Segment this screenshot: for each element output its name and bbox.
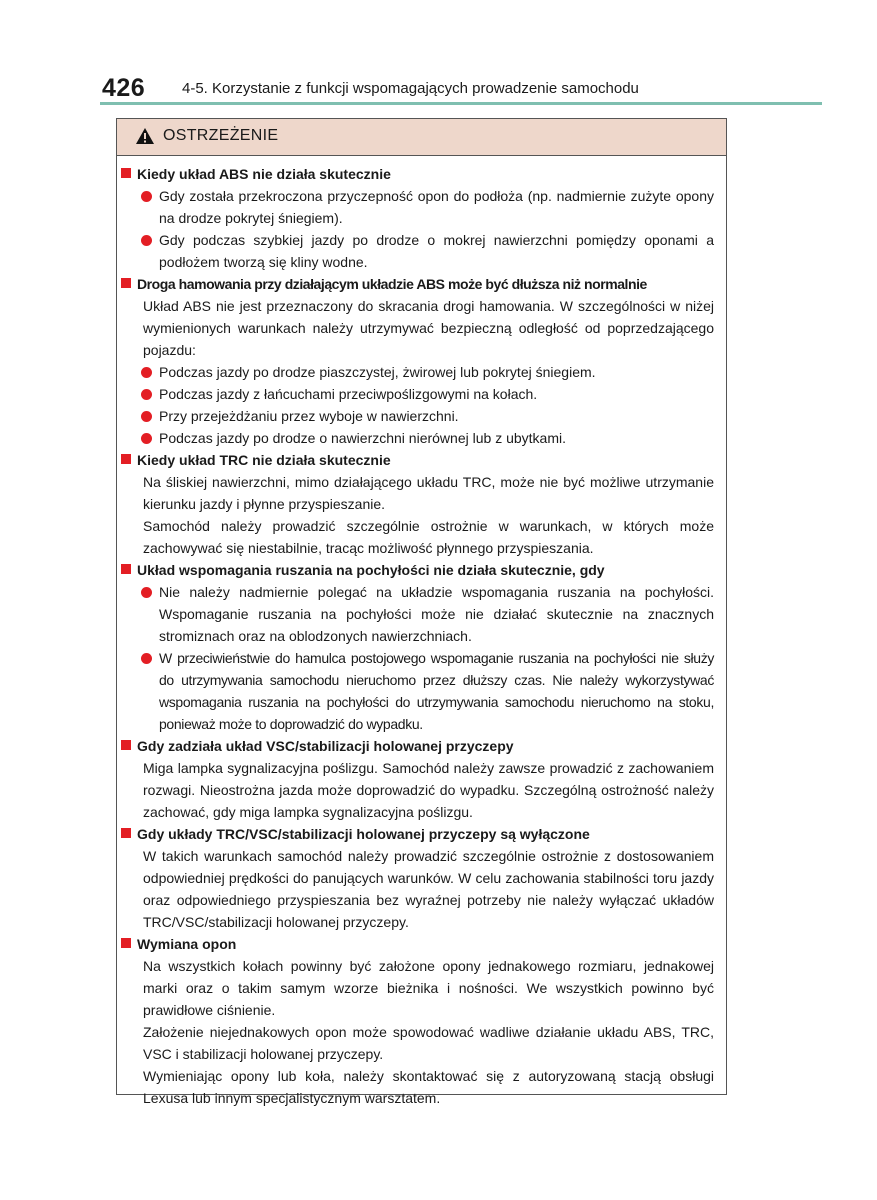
paragraph: Układ ABS nie jest przeznaczony do skracania drogi hamowania. W szczególności w niżej wymienionych warunkach należy utrzymywać bezpieczną odległość od poprzedzającego pojazdu: bbox=[143, 298, 714, 358]
red-square-bullet-icon bbox=[121, 938, 131, 948]
bullet-item: Gdy została przekroczona przyczepność opon do podłoża (np. nadmiernie zużyte opony na drodze pokrytej śniegiem). bbox=[117, 185, 728, 229]
red-dot-bullet-icon bbox=[141, 411, 152, 422]
header-divider bbox=[100, 102, 822, 105]
paragraph: W takich warunkach samochód należy prowadzić szczególnie ostrożnie z dostosowaniem odpowiedniej prędkości do panujących warunków. W celu zachowania stabilności toru jazdy oraz odpowiedniego przyspieszania bez wyraźnej potrzeby nie należy wyłączać układów TRC/VSC/stabilizacji holowanej przyczepy. bbox=[143, 848, 714, 930]
red-square-bullet-icon bbox=[121, 740, 131, 750]
paragraph: Na śliskiej nawierzchni, mimo działającego układu TRC, może nie być możliwe utrzymanie kierunku jazdy i płynne przyspieszanie. bbox=[143, 474, 714, 512]
red-dot-bullet-icon bbox=[141, 389, 152, 400]
red-dot-bullet-icon bbox=[141, 587, 152, 598]
warning-box bbox=[116, 118, 727, 1106]
section-title: Gdy układy TRC/VSC/stabilizacji holowanej przyczepy są wyłączone bbox=[117, 823, 728, 845]
red-square-bullet-icon bbox=[121, 278, 131, 288]
bullet-item: W przeciwieństwie do hamulca postojowego wspomaganie ruszania na pochyłości nie służy do utrzymywania samochodu nieruchomo przez dłuższy czas. Nie należy wykorzystywać wspomagania ruszania na pochyłości do utrzymywania samochodu nieruchomo na stoku, ponieważ może to doprowadzić do wypadku. bbox=[117, 647, 728, 735]
bullet-item: Podczas jazdy po drodze piaszczystej, żwirowej lub pokrytej śniegiem. bbox=[117, 361, 728, 383]
red-square-bullet-icon bbox=[121, 168, 131, 178]
warning-title: OSTRZEŻENIE bbox=[163, 127, 279, 144]
warning-content bbox=[117, 163, 728, 1109]
paragraph: Wymieniając opony lub koła, należy skontaktować się z autoryzowaną stacją obsługi Lexusa lub innym specjalistycznym warsztatem. bbox=[143, 1068, 714, 1106]
warning-triangle-icon bbox=[135, 127, 155, 145]
paragraph: Miga lampka sygnalizacyjna poślizgu. Samochód należy zawsze prowadzić z zachowaniem rozwagi. Nieostrożna jazda może doprowadzić do wypadku. Szczególną ostrożność należy zachować, gdy miga lampka sygnalizacyjna poślizgu. bbox=[143, 760, 714, 820]
section-title: Kiedy układ TRC nie działa skutecznie bbox=[117, 449, 728, 471]
bullet-item: Przy przejeżdżaniu przez wyboje w nawierzchni. bbox=[117, 405, 728, 427]
warning-header bbox=[117, 119, 726, 156]
paragraph: Samochód należy prowadzić szczególnie ostrożnie w warunkach, w których może zachowywać się niestabilnie, tracąc możliwość płynnego przyspieszania. bbox=[143, 518, 714, 556]
red-dot-bullet-icon bbox=[141, 367, 152, 378]
red-dot-bullet-icon bbox=[141, 191, 152, 202]
section-title: Gdy zadziała układ VSC/stabilizacji holowanej przyczepy bbox=[117, 735, 728, 757]
bullet-item: Nie należy nadmiernie polegać na układzie wspomagania ruszania na pochyłości. Wspomaganie ruszania na pochyłości może nie działać skutecznie na znacznych stromiznach oraz na oblodzonych nawierzchniach. bbox=[117, 581, 728, 647]
red-square-bullet-icon bbox=[121, 454, 131, 464]
bullet-item: Podczas jazdy po drodze o nawierzchni nierównej lub z ubytkami. bbox=[117, 427, 728, 449]
red-dot-bullet-icon bbox=[141, 433, 152, 444]
paragraph: Na wszystkich kołach powinny być założone opony jednakowego rozmiaru, jednakowej marki oraz o takim samym wzorze bieżnika i nośności. We wszystkich powinno być prawidłowe ciśnienie. bbox=[143, 958, 714, 1018]
paragraph: Założenie niejednakowych opon może spowodować wadliwe działanie układu ABS, TRC, VSC i stabilizacji holowanej przyczepy. bbox=[143, 1024, 714, 1062]
section-title: Droga hamowania przy działającym układzie ABS może być dłuższa niż normalnie bbox=[117, 273, 728, 295]
page-number: 426 bbox=[102, 74, 146, 102]
section-title: Wymiana opon bbox=[117, 933, 728, 955]
bullet-item: Podczas jazdy z łańcuchami przeciwpoślizgowymi na kołach. bbox=[117, 383, 728, 405]
section-title: Kiedy układ ABS nie działa skutecznie bbox=[117, 163, 728, 185]
red-dot-bullet-icon bbox=[141, 653, 152, 664]
red-dot-bullet-icon bbox=[141, 235, 152, 246]
bullet-item: Gdy podczas szybkiej jazdy po drodze o mokrej nawierzchni pomiędzy oponami a podłożem tworzą się kliny wodne. bbox=[117, 229, 728, 273]
chapter-title: 4-5. Korzystanie z funkcji wspomagających prowadzenie samochodu bbox=[182, 80, 639, 97]
red-square-bullet-icon bbox=[121, 564, 131, 574]
red-square-bullet-icon bbox=[121, 828, 131, 838]
section-title: Układ wspomagania ruszania na pochyłości nie działa skutecznie, gdy bbox=[117, 559, 728, 581]
